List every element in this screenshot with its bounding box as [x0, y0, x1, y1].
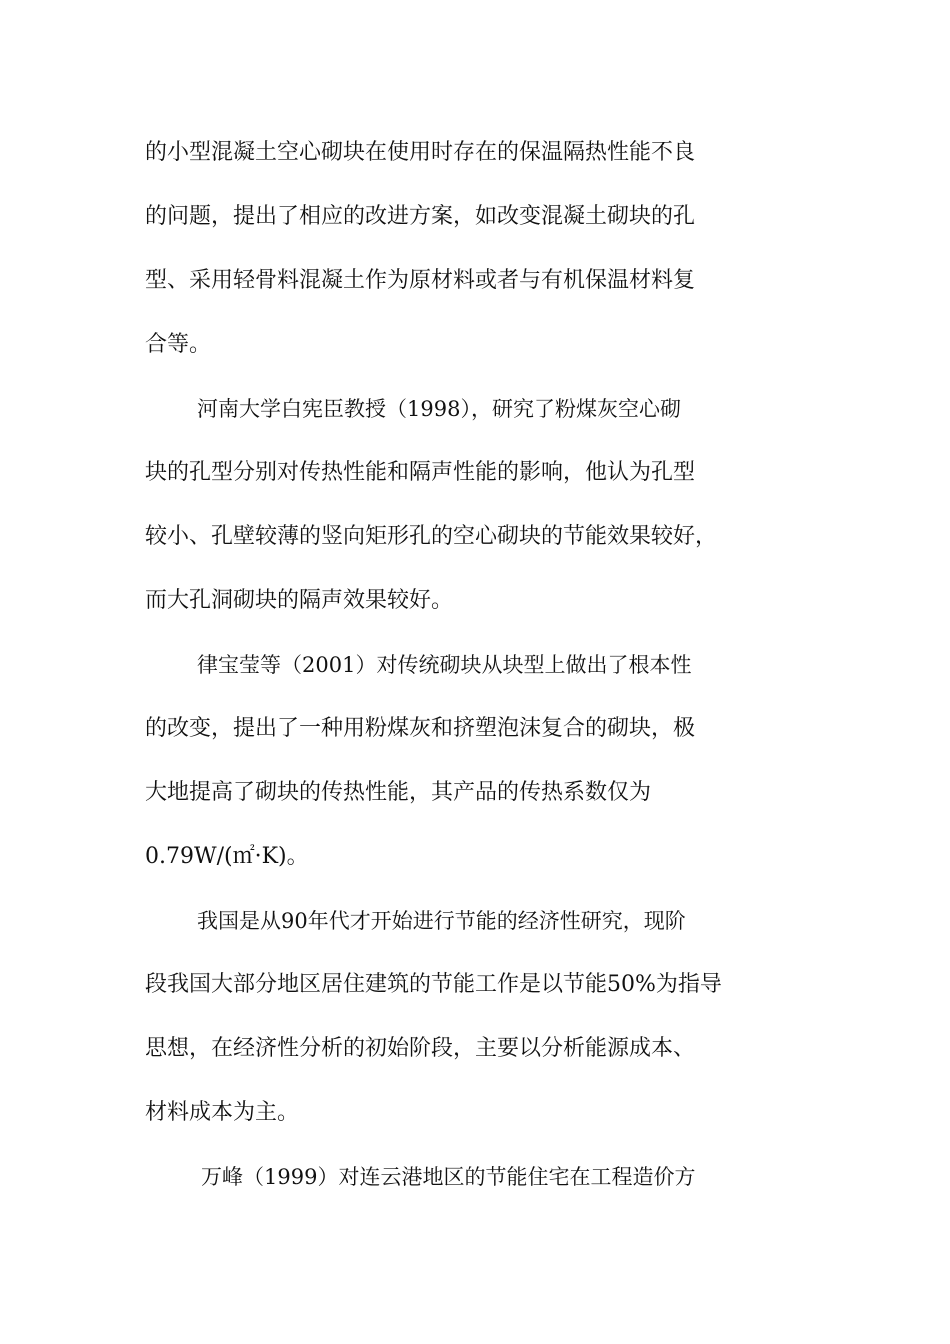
text-line: 块的孔型分别对传热性能和隔声性能的影响，他认为孔型: [145, 460, 696, 485]
text-line: 的问题，提出了相应的改进方案，如改变混凝土砌块的孔: [145, 204, 696, 229]
text-line: 律宝莹等（2001）对传统砌块从块型上做出了根本性: [197, 653, 692, 677]
text-line: 段我国大部分地区居住建筑的节能工作是以节能50%为指导: [145, 972, 722, 997]
text-line: 我国是从90年代才开始进行节能的经济性研究，现阶: [197, 909, 686, 933]
text-line: 思想，在经济性分析的初始阶段，主要以分析能源成本、: [145, 1036, 696, 1061]
text-line: 而大孔洞砌块的隔声效果较好。: [145, 588, 454, 613]
text-line: 万峰（1999）对连云港地区的节能住宅在工程造价方: [201, 1165, 696, 1189]
text-line: 较小、孔壁较薄的竖向矩形孔的空心砌块的节能效果较好，: [145, 524, 718, 549]
text-line: 河南大学白宪臣教授（1998），研究了粉煤灰空心砌: [197, 397, 681, 421]
text-line: 合等。: [145, 332, 212, 357]
text-line: 大地提高了砌块的传热性能，其产品的传热系数仅为: [145, 780, 652, 805]
text-line: 材料成本为主。: [145, 1100, 300, 1125]
text-line: 型、采用轻骨料混凝土作为原材料或者与有机保温材料复: [145, 268, 696, 293]
text-line: 0.79W/(㎡·K)。: [145, 844, 309, 869]
text-line: 的小型混凝土空心砌块在使用时存在的保温隔热性能不良: [145, 140, 696, 165]
text-line: 的改变，提出了一种用粉煤灰和挤塑泡沫复合的砌块，极: [145, 716, 696, 741]
